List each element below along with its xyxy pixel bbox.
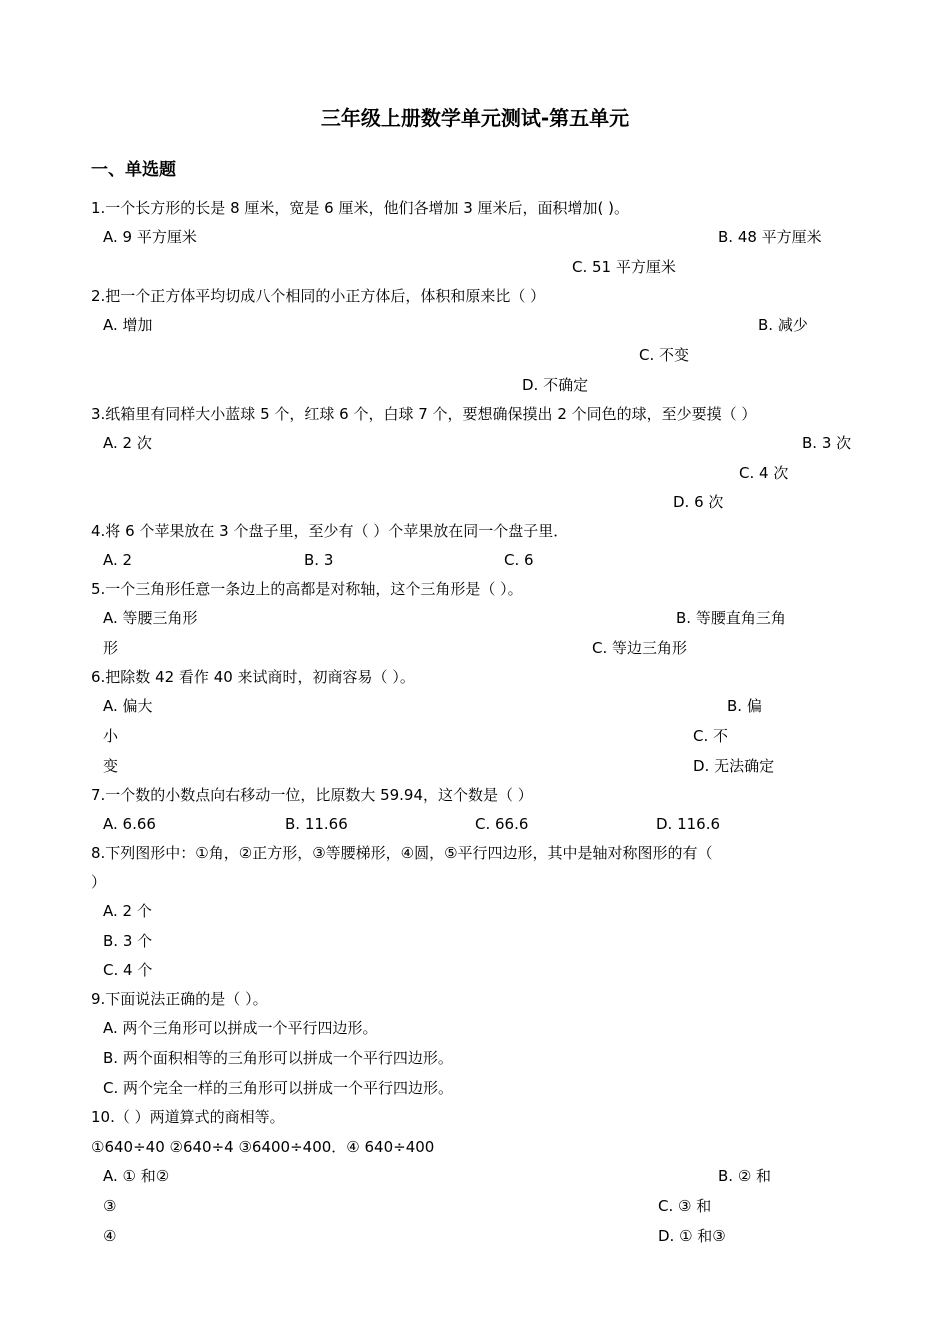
page-title: 三年级上册数学单元测试-第五单元 <box>320 106 630 130</box>
question-5-option-a: A. 等腰三角形 <box>103 609 198 627</box>
question-7-option-c: C. 66.6 <box>475 815 529 833</box>
question-6-option-b: B. 偏 <box>727 697 762 715</box>
question-6-option-a: A. 偏大 <box>103 697 153 715</box>
question-10-stem: 10.（ ）两道算式的商相等。 <box>91 1108 285 1126</box>
question-7-option-d: D. 116.6 <box>656 815 721 833</box>
question-10-option-b-wrap: ③ <box>103 1197 117 1215</box>
question-8-stem-wrap: ） <box>91 873 107 891</box>
question-1-option-c: C. 51 平方厘米 <box>572 258 676 276</box>
question-4-option-a: A. 2 <box>103 551 133 569</box>
question-3-option-c: C. 4 次 <box>739 464 789 482</box>
question-10-option-b: B. ② 和 <box>718 1167 772 1185</box>
question-8-option-a: A. 2 个 <box>103 902 152 920</box>
question-5-option-c: C. 等边三角形 <box>592 639 688 657</box>
question-5-option-b: B. 等腰直角三角 <box>676 609 786 627</box>
question-2-option-c: C. 不变 <box>639 346 690 364</box>
section-heading: 一、单选题 <box>91 160 176 180</box>
question-10-option-d: D. ① 和③ <box>658 1227 726 1245</box>
question-3-option-d: D. 6 次 <box>673 493 724 511</box>
question-10-option-a: A. ① 和② <box>103 1167 170 1185</box>
question-9-option-b: B. 两个面积相等的三角形可以拼成一个平行四边形。 <box>103 1049 453 1067</box>
question-1-option-a: A. 9 平方厘米 <box>103 228 197 246</box>
question-2-stem: 2.把一个正方体平均切成八个相同的小正方体后，体积和原来比（ ） <box>91 287 546 305</box>
question-2-option-d: D. 不确定 <box>522 376 589 394</box>
question-6-option-c: C. 不 <box>693 727 729 745</box>
question-3-stem: 3.纸箱里有同样大小蓝球 5 个，红球 6 个，白球 7 个，要想确保摸出 2 个同色的球，至少要摸（ ） <box>91 405 757 423</box>
question-6-stem: 6.把除数 42 看作 40 来试商时，初商容易（ ）。 <box>91 668 415 686</box>
question-1-stem: 1.一个长方形的长是 8 厘米，宽是 6 厘米，他们各增加 3 厘米后，面积增加( )。 <box>91 199 630 217</box>
question-10-expressions: ①640÷40 ②640÷4 ③6400÷400．④ 640÷400 <box>91 1138 435 1156</box>
question-3-option-a: A. 2 次 <box>103 434 152 452</box>
question-4-option-c: C. 6 <box>504 551 534 569</box>
question-5-stem: 5.一个三角形任意一条边上的高都是对称轴，这个三角形是（ ）。 <box>91 580 523 598</box>
question-6-option-c-wrap: 变 <box>103 757 119 775</box>
question-8-stem: 8.下列图形中：①角，②正方形，③等腰梯形，④圆，⑤平行四边形，其中是轴对称图形的有（ <box>91 844 713 862</box>
question-10-option-c: C. ③ 和 <box>658 1197 712 1215</box>
question-9-option-a: A. 两个三角形可以拼成一个平行四边形。 <box>103 1019 378 1037</box>
question-2-option-a: A. 增加 <box>103 316 153 334</box>
question-6-option-b-wrap: 小 <box>103 727 119 745</box>
question-2-option-b: B. 减少 <box>758 316 808 334</box>
question-4-option-b: B. 3 <box>304 551 334 569</box>
question-10-option-c-wrap: ④ <box>103 1227 117 1245</box>
question-9-stem: 9.下面说法正确的是（ ）。 <box>91 990 268 1008</box>
question-3-option-b: B. 3 次 <box>802 434 852 452</box>
question-7-stem: 7.一个数的小数点向右移动一位，比原数大 59.94，这个数是（ ） <box>91 786 533 804</box>
question-5-option-b-wrap: 形 <box>103 639 119 657</box>
question-4-stem: 4.将 6 个苹果放在 3 个盘子里，至少有（ ）个苹果放在同一个盘子里． <box>91 522 569 540</box>
question-8-option-c: C. 4 个 <box>103 961 153 979</box>
question-1-option-b: B. 48 平方厘米 <box>718 228 822 246</box>
question-9-option-c: C. 两个完全一样的三角形可以拼成一个平行四边形。 <box>103 1079 454 1097</box>
question-6-option-d: D. 无法确定 <box>693 757 775 775</box>
question-8-option-b: B. 3 个 <box>103 932 153 950</box>
question-7-option-a: A. 6.66 <box>103 815 156 833</box>
question-7-option-b: B. 11.66 <box>285 815 348 833</box>
